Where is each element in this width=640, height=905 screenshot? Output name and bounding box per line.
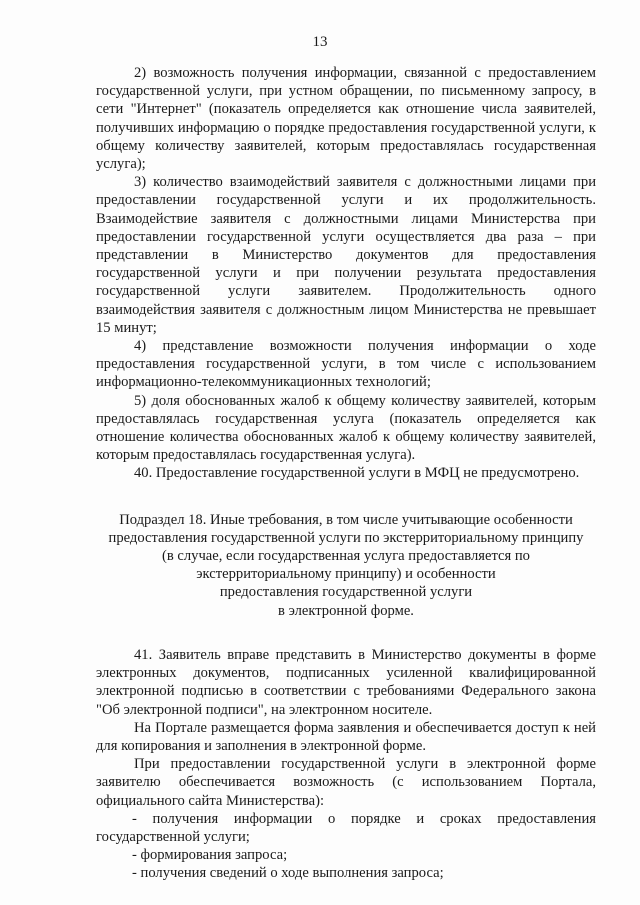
paragraph-indicator-3: 3) количество взаимодействий заявителя с должностными лицами при предоставлении государственной услуги и их продолжительность. Взаимодействие заявителя с должностными лицами Министерства при предоставлении государственной услуги осуществляется два раза – при представлении в Министерство документов для предоставления государственной услуги и при получении результата предоставления государственной услуги заявителем. Продолжительность одного взаимодействия заявителя с должностным лицом Министерства не превышает 15 минут; <box>96 174 596 336</box>
heading-line: Подраздел 18. Иные требования, в том числе учитывающие особенности <box>119 511 573 528</box>
heading-line: предоставления государственной услуги <box>219 584 473 601</box>
paragraph-item-41: 41. Заявитель вправе представить в Министерство документы в форме электронных документов, подписанных усиленной квалифицированной электронной подписью в соответствии с требованиями Федерального закона "Об электронной подписи", на электронном носителе. <box>96 646 596 718</box>
paragraph-indicator-2: 2) возможность получения информации, связанной с предоставлением государственной услуги, при устном обращении, по письменному запросу, в сети "Интернет" (показатель определяется как отношение числа заявителей, получивших информацию о порядке предоставления государственной услуги, к общему количеству заявителей, которым предоставлялась государственная услуга); <box>96 65 596 173</box>
paragraph-portal-form: На Портале размещается форма заявления и обеспечивается доступ к ней для копирования и заполнения в электронной форме. <box>96 719 596 754</box>
heading-line: (в случае, если государственная услуга предоставляется по <box>162 548 530 565</box>
paragraph-electronic-provision: При предоставлении государственной услуги в электронной форме заявителю обеспечивается возможность (с использованием Портала, официального сайта Министерства): <box>96 756 596 809</box>
document-body <box>96 64 596 883</box>
list-item: - получения информации о порядке и сроках предоставления государственной услуги; <box>96 810 596 845</box>
paragraph-item-40: 40. Предоставление государственной услуги в МФЦ не предусмотрено. <box>134 465 580 482</box>
list-item: - формирования запроса; <box>132 847 288 864</box>
paragraph-indicator-4: 4) представление возможности получения информации о ходе предоставления государственной услуги, в том числе с использованием информационно-телекоммуникационных технологий; <box>96 338 596 391</box>
page-number: 13 <box>312 34 328 50</box>
list-item: - получения сведений о ходе выполнения запроса; <box>132 865 444 882</box>
paragraph-indicator-5: 5) доля обоснованных жалоб к общему количеству заявителей, которым предоставлялась государственная услуга (показатель определяется как отношение количества обоснованных жалоб к общему количеству заявителей, которым предоставлялась государственная услуга). <box>96 392 596 464</box>
subsection-heading <box>96 511 596 620</box>
heading-line: экстерриториальному принципу) и особенности <box>196 566 496 583</box>
heading-line: в электронной форме. <box>278 602 414 619</box>
heading-line: предоставления государственной услуги по экстерриториальному принципу <box>108 529 584 546</box>
